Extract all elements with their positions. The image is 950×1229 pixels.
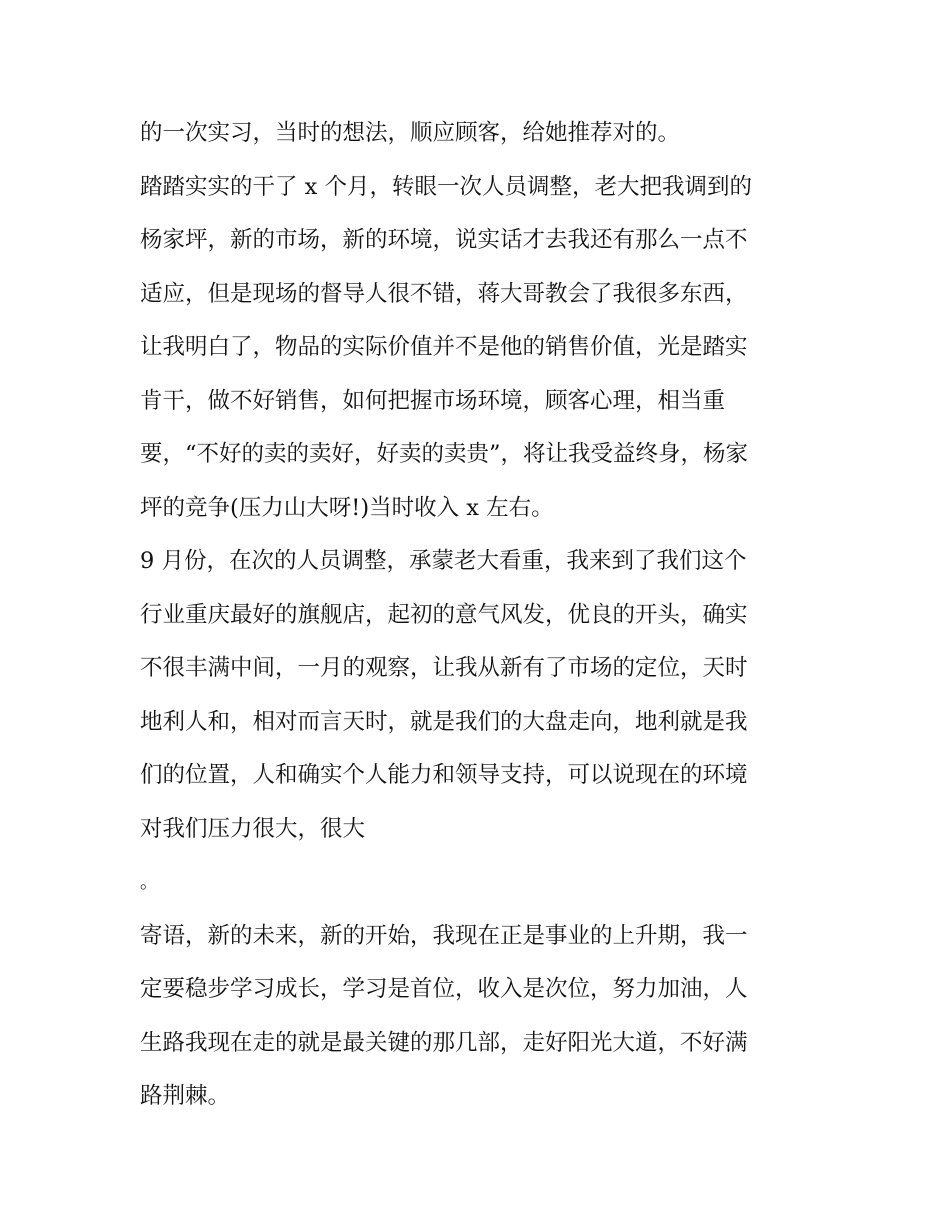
text-line: 寄语，新的未来，新的开始，我现在正是事业的上升期，我一 <box>140 922 748 949</box>
text-line: 行业重庆最好的旗舰店，起初的意气风发，优良的开头，确实 <box>140 601 748 628</box>
text-line: 9 月份，在次的人员调整，承蒙老大看重，我来到了我们这个 <box>140 548 747 574</box>
text-line: 对我们压力很大，很大 <box>140 815 366 842</box>
text-line: 路荆棘。 <box>140 1083 231 1109</box>
text-line: 坪的竞争(压力山大呀!)当时收入 x 左右。 <box>140 494 554 521</box>
text-line: 的一次实习，当时的想法，顺应顾客，给她推荐对的。 <box>140 120 681 146</box>
text-line: 适应，但是现场的督导人很不错，蒋大哥教会了我很多东西， <box>140 280 748 307</box>
text-line: 肯干，做不好销售，如何把握市场环境，顾客心理，相当重 <box>140 387 726 414</box>
text-line: 地利人和，相对而言天时，就是我们的大盘走向，地利就是我 <box>140 708 748 735</box>
text-line: 定要稳步学习成长，学习是首位，收入是次位，努力加油，人 <box>140 976 748 1002</box>
text-line: 杨家坪，新的市场，新的环境，说实话才去我还有那么一点不 <box>140 227 748 253</box>
text-line: 要，“不好的卖的卖好，好卖的卖贵”，将让我受益终身，杨家 <box>140 441 749 467</box>
text-line: 让我明白了，物品的实际价值并不是他的销售价值，光是踏实 <box>140 334 748 360</box>
text-line: 们的位置，人和确实个人能力和领导支持，可以说现在的环境 <box>140 762 748 788</box>
text-line: 不很丰满中间，一月的观察，让我从新有了市场的定位，天时 <box>140 655 748 681</box>
text-line: 生路我现在走的就是最关键的那几部，走好阳光大道，不好满 <box>140 1029 748 1056</box>
text-line-period: 。 <box>140 872 158 893</box>
text-line: 踏踏实实的干了 x 个月，转眼一次人员调整，老大把我调到的 <box>140 173 752 200</box>
document-body <box>140 107 820 1124</box>
